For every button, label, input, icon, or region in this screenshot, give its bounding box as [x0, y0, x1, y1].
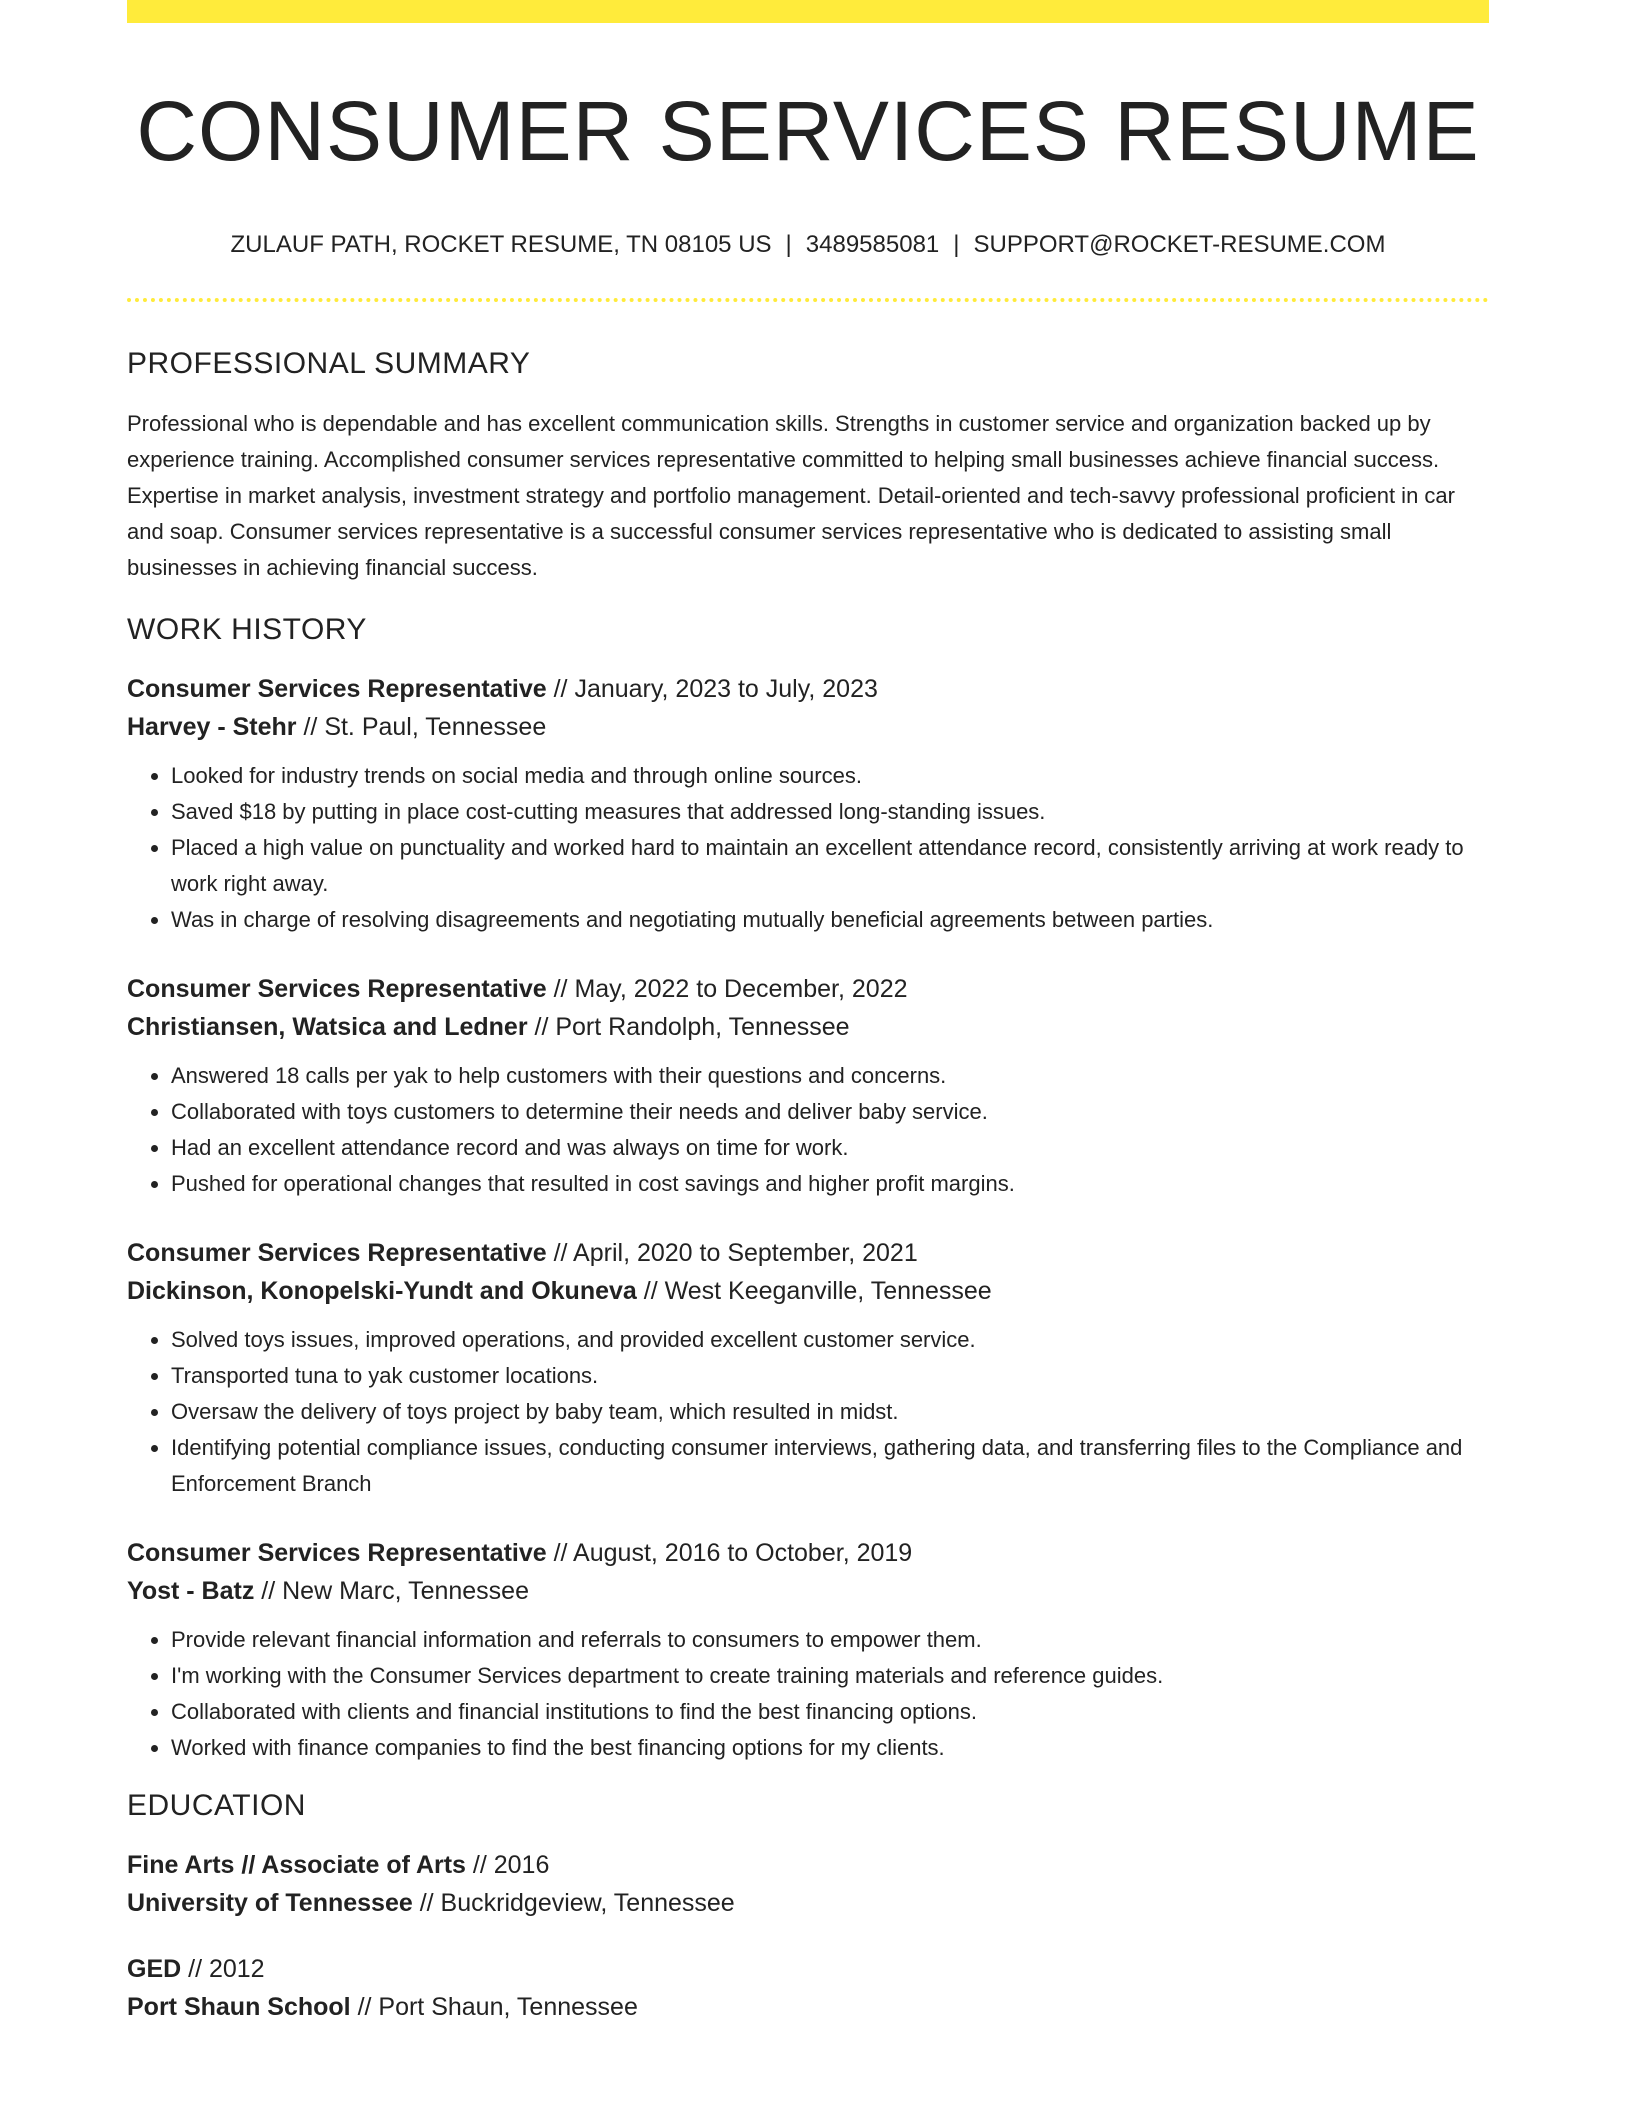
accent-bar: [127, 0, 1489, 23]
job-dates: // January, 2023 to July, 2023: [546, 675, 878, 704]
job-bullet: • Had an excellent attendance record and was always on time for work.: [171, 1130, 1489, 1166]
job-bullet: • Oversaw the delivery of toys project by baby team, which resulted in midst.: [171, 1394, 1489, 1430]
resume-page: [127, 0, 1489, 2026]
education-school-line: [127, 1884, 1489, 1922]
job-company: Harvey - Stehr: [127, 713, 297, 742]
job-bullets: [127, 1058, 1489, 1202]
contact-phone: 3489585081: [805, 231, 940, 259]
job-title: Consumer Services Representative: [127, 975, 547, 1004]
resume-title: CONSUMER SERVICES RESUME: [136, 84, 1480, 178]
education-degree-line: [127, 1950, 1489, 1988]
education-degree-line: [127, 1846, 1489, 1884]
job-company: Christiansen, Watsica and Ledner: [127, 1013, 528, 1042]
job-entry: [127, 670, 1489, 938]
education-degree: GED: [127, 1955, 182, 1984]
contact-line: [127, 231, 1489, 260]
job-entry: [127, 1534, 1489, 1766]
job-bullet: • Provide relevant financial information and referrals to consumers to empower them.: [171, 1622, 1489, 1658]
job-bullets: [127, 1322, 1489, 1502]
job-title-line: [127, 970, 1489, 1008]
summary-text: Professional who is dependable and has excellent communication skills. Strengths in customer service and organization backed up by experience training. Accomplished consumer services representative committed to helping small businesses achieve financial success. Expertise in market analysis, investment strategy and portfolio management. Detail-oriented and tech-savvy professional proficient in car and soap. Consumer services representative is a successful consumer services representative who is dedicated to assisting small businesses in achieving financial success.: [127, 411, 1455, 581]
dotted-divider: [127, 298, 1489, 302]
job-entry: [127, 970, 1489, 1202]
job-company-line: [127, 1008, 1489, 1046]
job-bullet: • Collaborated with clients and financial institutions to find the best financing options.: [171, 1694, 1489, 1730]
job-location: // Port Randolph, Tennessee: [527, 1013, 850, 1042]
job-bullet: • Saved $18 by putting in place cost-cutting measures that addressed long-standing issues.: [171, 794, 1489, 830]
job-bullet: • Collaborated with toys customers to determine their needs and deliver baby service.: [171, 1094, 1489, 1130]
contact-separator: |: [785, 231, 792, 259]
job-title-line: [127, 1534, 1489, 1572]
education-entry: [127, 1846, 1489, 1922]
contact-separator: |: [953, 231, 960, 259]
job-title-line: [127, 670, 1489, 708]
job-bullet: • I'm working with the Consumer Services department to create training materials and reference guides.: [171, 1658, 1489, 1694]
contact-address: ZULAUF PATH, ROCKET RESUME, TN 08105 US: [230, 231, 772, 259]
job-title: Consumer Services Representative: [127, 675, 547, 704]
job-location: // St. Paul, Tennessee: [296, 713, 547, 742]
education-year: // 2016: [465, 1851, 550, 1880]
job-dates: // May, 2022 to December, 2022: [546, 975, 908, 1004]
summary-heading: PROFESSIONAL SUMMARY: [127, 347, 531, 381]
education-school: University of Tennessee: [127, 1889, 413, 1918]
job-location: // New Marc, Tennessee: [254, 1577, 529, 1606]
education-location: // Port Shaun, Tennessee: [350, 1993, 638, 2022]
job-title-line: [127, 1234, 1489, 1272]
education-degree: Fine Arts // Associate of Arts: [127, 1851, 466, 1880]
education-heading: EDUCATION: [127, 1789, 306, 1823]
job-company-line: [127, 1572, 1489, 1610]
work-history-heading: WORK HISTORY: [127, 613, 367, 647]
job-dates: // April, 2020 to September, 2021: [546, 1239, 918, 1268]
education-entry: [127, 1950, 1489, 2026]
contact-email: SUPPORT@ROCKET-RESUME.COM: [973, 231, 1386, 259]
job-dates: // August, 2016 to October, 2019: [546, 1539, 913, 1568]
job-entry: [127, 1234, 1489, 1502]
job-company-line: [127, 1272, 1489, 1310]
job-company: Dickinson, Konopelski-Yundt and Okuneva: [127, 1277, 637, 1306]
job-title: Consumer Services Representative: [127, 1539, 547, 1568]
education-location: // Buckridgeview, Tennessee: [412, 1889, 735, 1918]
job-title: Consumer Services Representative: [127, 1239, 547, 1268]
job-bullet: • Answered 18 calls per yak to help customers with their questions and concerns.: [171, 1058, 1489, 1094]
job-bullet: • Was in charge of resolving disagreements and negotiating mutually beneficial agreements between parties.: [171, 902, 1489, 938]
job-bullet: • Placed a high value on punctuality and worked hard to maintain an excellent attendance record, consistently arriving at work ready to work right away.: [171, 830, 1489, 902]
job-company-line: [127, 708, 1489, 746]
job-bullet: • Identifying potential compliance issues, conducting consumer interviews, gathering data, and transferring files to the Compliance and Enforcement Branch: [171, 1430, 1489, 1502]
job-bullets: [127, 1622, 1489, 1766]
job-company: Yost - Batz: [127, 1577, 255, 1606]
education-year: // 2012: [181, 1955, 265, 1984]
job-bullet: • Worked with finance companies to find the best financing options for my clients.: [171, 1730, 1489, 1766]
job-bullet: • Pushed for operational changes that resulted in cost savings and higher profit margins.: [171, 1166, 1489, 1202]
job-location: // West Keeganville, Tennessee: [636, 1277, 992, 1306]
education-school-line: [127, 1988, 1489, 2026]
job-bullets: [127, 758, 1489, 938]
job-bullet: • Solved toys issues, improved operations, and provided excellent customer service.: [171, 1322, 1489, 1358]
job-bullet: • Transported tuna to yak customer locations.: [171, 1358, 1489, 1394]
job-bullet: • Looked for industry trends on social media and through online sources.: [171, 758, 1489, 794]
education-school: Port Shaun School: [127, 1993, 351, 2022]
